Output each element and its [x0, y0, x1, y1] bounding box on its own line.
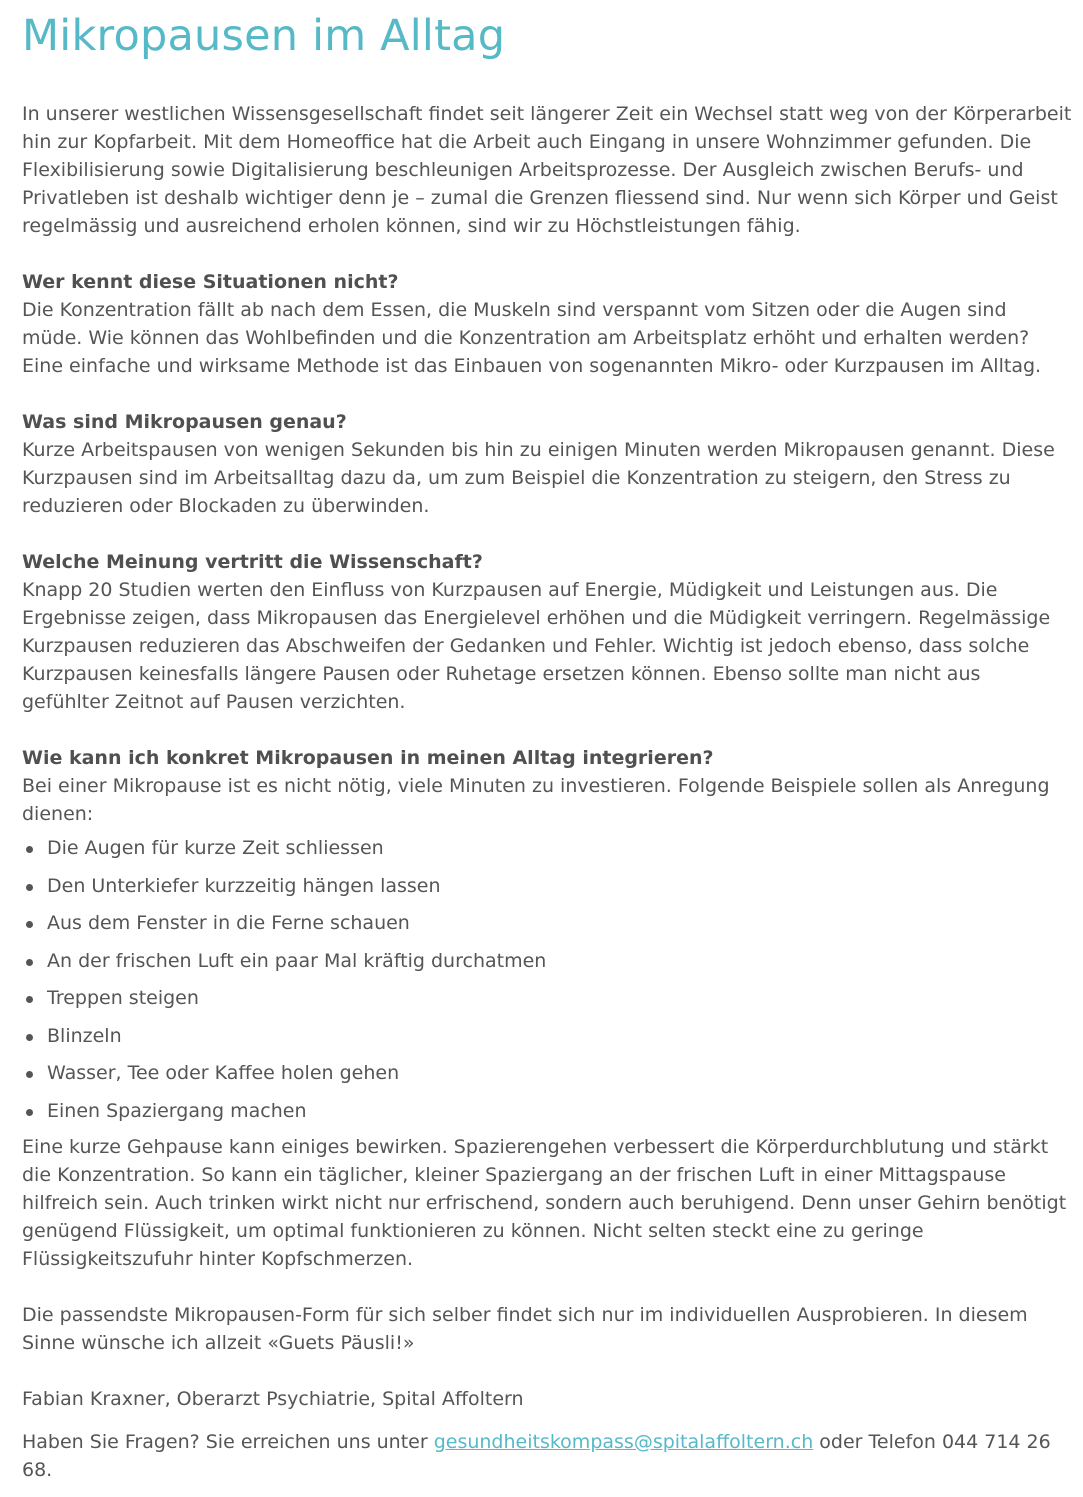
- section-heading: Wie kann ich konkret Mikropausen in meinen Alltag integrieren?: [22, 747, 714, 769]
- section-heading: Wer kennt diese Situationen nicht?: [22, 271, 399, 293]
- contact-suffix: oder Telefon 044 714 26 68.: [22, 1431, 1051, 1481]
- section-definition: [22, 408, 1072, 520]
- list-item: Aus dem Fenster in die Ferne schauen: [22, 905, 1072, 943]
- email-link[interactable]: gesundheitskompass@spitalaffoltern.ch: [433, 1431, 814, 1453]
- closing-paragraph: Die passendste Mikropausen-Form für sich selber findet sich nur im individuellen Ausprobieren. In diesem Sinne wünsche ich allzeit «Guets Päusli!»: [22, 1304, 1028, 1354]
- list-item: Die Augen für kurze Zeit schliessen: [22, 830, 1072, 868]
- list-item: Blinzeln: [22, 1018, 1072, 1056]
- list-item: An der frischen Luft ein paar Mal kräftig durchatmen: [22, 943, 1072, 981]
- section-text: Kurze Arbeitspausen von wenigen Sekunden bis hin zu einigen Minuten werden Mikropausen genannt. Diese Kurzpausen sind im Arbeitsalltag dazu da, um zum Beispiel die Konzentration zu steigern, den Stress zu reduzieren oder Blockaden zu überwinden.: [22, 439, 1055, 517]
- article-body: [22, 100, 1072, 1484]
- list-item: Einen Spaziergang machen: [22, 1093, 1072, 1131]
- author-line: Fabian Kraxner, Oberarzt Psychiatrie, Spital Affoltern: [22, 1388, 524, 1410]
- intro-paragraph: In unserer westlichen Wissensgesellschaft findet seit längerer Zeit ein Wechsel statt weg von der Körperarbeit hin zur Kopfarbeit. Mit dem Homeoffice hat die Arbeit auch Eingang in unsere Wohnzimmer gefunden. Die Flexibilisierung sowie Digitalisierung beschleunigen Arbeitsprozesse. Der Ausgleich zwischen Berufs- und Privatleben ist deshalb wichtiger denn je – zumal die Grenzen fliessend sind. Nur wenn sich Körper und Geist regelmässig und ausreichend erholen können, sind wir zu Höchstleistungen fähig.: [22, 103, 1072, 237]
- contact-line: [22, 1428, 1072, 1484]
- page-title: Mikropausen im Alltag: [22, 11, 506, 61]
- list-item: Wasser, Tee oder Kaffee holen gehen: [22, 1055, 1072, 1093]
- section-heading: Was sind Mikropausen genau?: [22, 411, 347, 433]
- micro-break-examples-list: [22, 830, 1072, 1130]
- contact-prefix: Haben Sie Fragen? Sie erreichen uns unter: [22, 1431, 434, 1453]
- section-text: Die Konzentration fällt ab nach dem Essen, die Muskeln sind verspannt vom Sitzen oder die Augen sind müde. Wie können das Wohlbefinden und die Konzentration am Arbeitsplatz erhöht und erhalten werden? Eine einfache und wirksame Methode ist das Einbauen von sogenannten Mikro- oder Kurzpausen im Alltag.: [22, 299, 1042, 377]
- list-item: Treppen steigen: [22, 980, 1072, 1018]
- list-item: Den Unterkiefer kurzzeitig hängen lassen: [22, 868, 1072, 906]
- walking-paragraph: Eine kurze Gehpause kann einiges bewirken. Spazierengehen verbessert die Körperdurchblutung und stärkt die Konzentration. So kann ein täglicher, kleiner Spaziergang an der frischen Luft in einer Mittagspause hilfreich sein. Auch trinken wirkt nicht nur erfrischend, sondern auch beruhigend. Denn unser Gehirn benötigt genügend Flüssigkeit, um optimal funktionieren zu können. Nicht selten steckt eine zu geringe Flüssigkeitszufuhr hinter Kopfschmerzen.: [22, 1136, 1067, 1270]
- section-heading: Welche Meinung vertritt die Wissenschaft?: [22, 551, 483, 573]
- section-integration: [22, 744, 1072, 828]
- section-science: [22, 548, 1072, 716]
- section-text: Bei einer Mikropause ist es nicht nötig, viele Minuten zu investieren. Folgende Beispiele sollen als Anregung dienen:: [22, 775, 1050, 825]
- section-text: Knapp 20 Studien werten den Einfluss von Kurzpausen auf Energie, Müdigkeit und Leistungen aus. Die Ergebnisse zeigen, dass Mikropausen das Energielevel erhöhen und die Müdigkeit verringern. Regelmässige Kurzpausen reduzieren das Abschweifen der Gedanken und Fehler. Wichtig ist jedoch ebenso, dass solche Kurzpausen keinesfalls längere Pausen oder Ruhetage ersetzen können. Ebenso sollte man nicht aus gefühlter Zeitnot auf Pausen verzichten.: [22, 579, 1051, 713]
- section-situations: [22, 268, 1072, 380]
